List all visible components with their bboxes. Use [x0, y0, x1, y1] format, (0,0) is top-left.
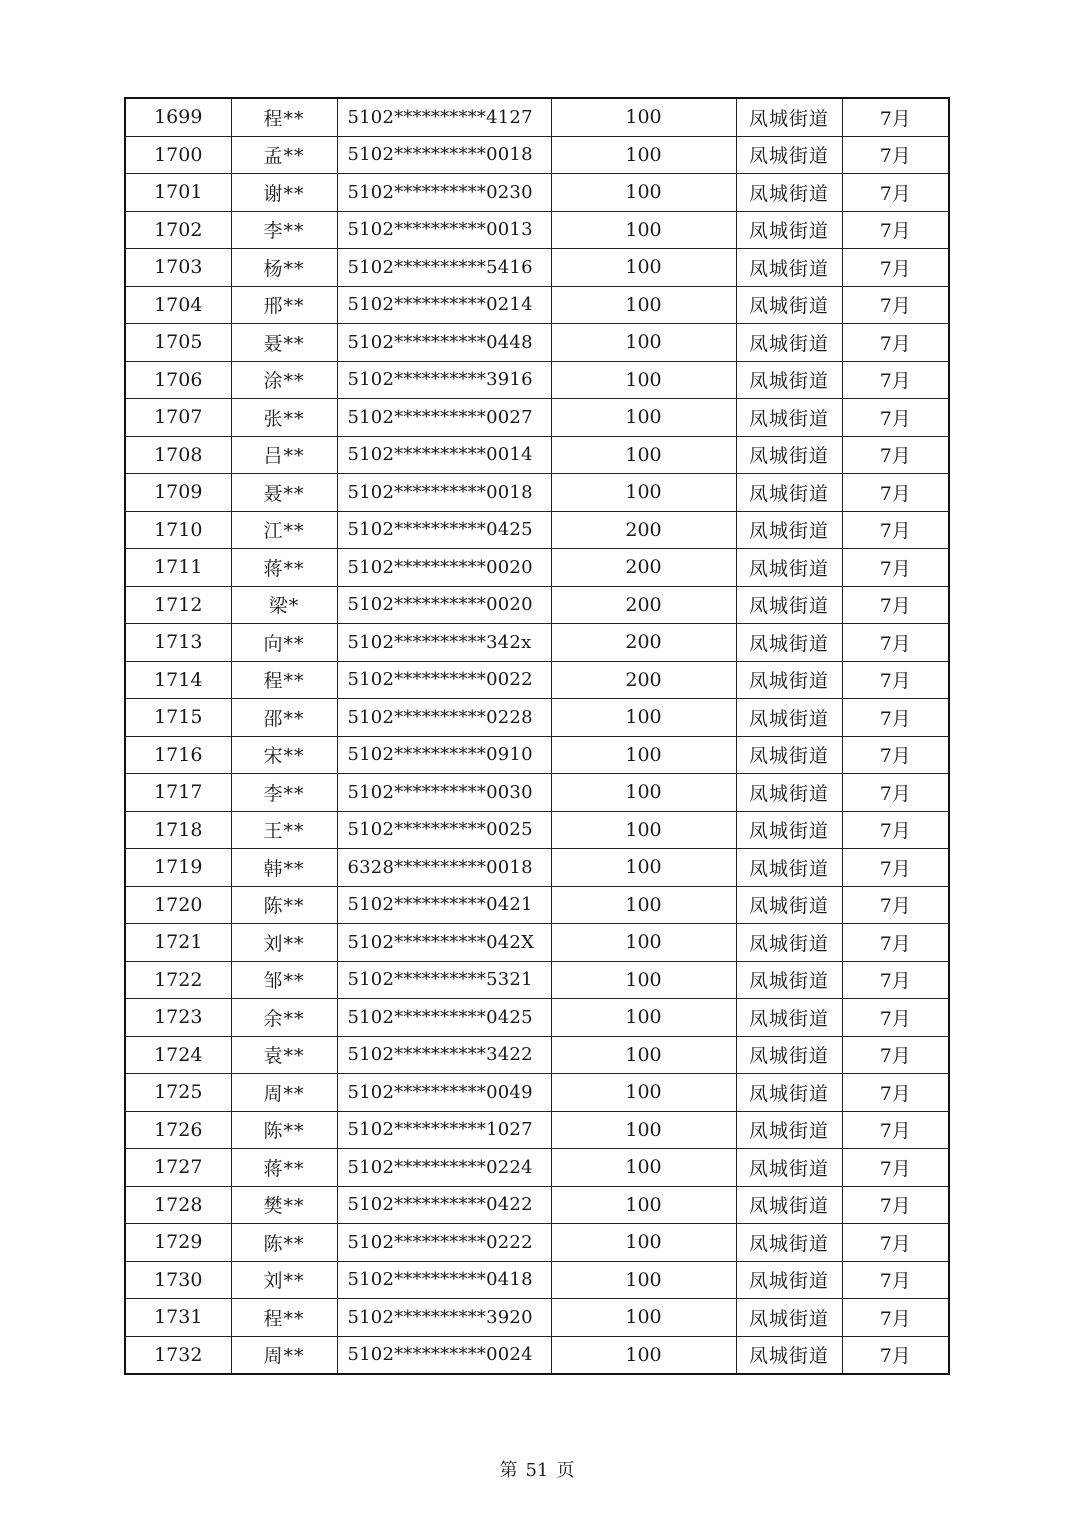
month-cell: 7月	[842, 98, 949, 136]
name-cell: 王**	[231, 811, 337, 849]
row-number-cell: 1723	[125, 999, 231, 1037]
id-number-cell: 5102**********0022	[337, 661, 551, 699]
table-row	[125, 1149, 949, 1187]
name-cell: 陈**	[231, 886, 337, 924]
id-number-cell: 5102**********3916	[337, 361, 551, 399]
amount-cell: 100	[551, 211, 736, 249]
row-number-cell: 1716	[125, 736, 231, 774]
row-number-cell: 1710	[125, 511, 231, 549]
name-cell: 袁**	[231, 1036, 337, 1074]
amount-cell: 200	[551, 624, 736, 662]
row-number-cell: 1718	[125, 811, 231, 849]
amount-cell: 100	[551, 1336, 736, 1374]
street-cell: 凤城街道	[736, 211, 842, 249]
row-number-cell: 1708	[125, 436, 231, 474]
street-cell: 凤城街道	[736, 1299, 842, 1337]
id-number-cell: 5102**********0421	[337, 886, 551, 924]
row-number-cell: 1713	[125, 624, 231, 662]
street-cell: 凤城街道	[736, 549, 842, 587]
id-number-cell: 5102**********042X	[337, 924, 551, 962]
street-cell: 凤城街道	[736, 1149, 842, 1187]
table-row	[125, 211, 949, 249]
page-footer	[0, 1456, 1074, 1482]
id-number-cell: 5102**********0014	[337, 436, 551, 474]
name-cell: 孟**	[231, 136, 337, 174]
street-cell: 凤城街道	[736, 249, 842, 287]
street-cell: 凤城街道	[736, 961, 842, 999]
street-cell: 凤城街道	[736, 736, 842, 774]
street-cell: 凤城街道	[736, 624, 842, 662]
row-number-cell: 1724	[125, 1036, 231, 1074]
table-row	[125, 624, 949, 662]
amount-cell: 100	[551, 849, 736, 887]
month-cell: 7月	[842, 774, 949, 812]
id-number-cell: 5102**********0448	[337, 324, 551, 362]
amount-cell: 100	[551, 98, 736, 136]
id-number-cell: 5102**********0422	[337, 1186, 551, 1224]
amount-cell: 100	[551, 1224, 736, 1262]
row-number-cell: 1726	[125, 1111, 231, 1149]
name-cell: 刘**	[231, 924, 337, 962]
amount-cell: 200	[551, 661, 736, 699]
table-row	[125, 474, 949, 512]
row-number-cell: 1732	[125, 1336, 231, 1374]
month-cell: 7月	[842, 361, 949, 399]
row-number-cell: 1719	[125, 849, 231, 887]
id-number-cell: 5102**********0018	[337, 136, 551, 174]
month-cell: 7月	[842, 849, 949, 887]
street-cell: 凤城街道	[736, 136, 842, 174]
table-row	[125, 136, 949, 174]
month-cell: 7月	[842, 586, 949, 624]
street-cell: 凤城街道	[736, 174, 842, 212]
row-number-cell: 1709	[125, 474, 231, 512]
name-cell: 邹**	[231, 961, 337, 999]
name-cell: 程**	[231, 661, 337, 699]
row-number-cell: 1721	[125, 924, 231, 962]
table-row	[125, 999, 949, 1037]
amount-cell: 100	[551, 399, 736, 437]
row-number-cell: 1717	[125, 774, 231, 812]
row-number-cell: 1728	[125, 1186, 231, 1224]
name-cell: 张**	[231, 399, 337, 437]
amount-cell: 100	[551, 924, 736, 962]
month-cell: 7月	[842, 961, 949, 999]
id-number-cell: 5102**********0049	[337, 1074, 551, 1112]
name-cell: 向**	[231, 624, 337, 662]
name-cell: 余**	[231, 999, 337, 1037]
id-number-cell: 5102**********0018	[337, 474, 551, 512]
month-cell: 7月	[842, 1111, 949, 1149]
amount-cell: 100	[551, 1299, 736, 1337]
amount-cell: 100	[551, 324, 736, 362]
table-row	[125, 1299, 949, 1337]
street-cell: 凤城街道	[736, 511, 842, 549]
row-number-cell: 1729	[125, 1224, 231, 1262]
month-cell: 7月	[842, 661, 949, 699]
table-row	[125, 436, 949, 474]
table-row	[125, 661, 949, 699]
month-cell: 7月	[842, 136, 949, 174]
name-cell: 樊**	[231, 1186, 337, 1224]
table-row	[125, 1074, 949, 1112]
id-number-cell: 5102**********3422	[337, 1036, 551, 1074]
table-body	[125, 98, 949, 1374]
id-number-cell: 5102**********0214	[337, 286, 551, 324]
month-cell: 7月	[842, 474, 949, 512]
name-cell: 程**	[231, 98, 337, 136]
month-cell: 7月	[842, 699, 949, 737]
street-cell: 凤城街道	[736, 1336, 842, 1374]
amount-cell: 100	[551, 699, 736, 737]
row-number-cell: 1720	[125, 886, 231, 924]
id-number-cell: 5102**********0024	[337, 1336, 551, 1374]
amount-cell: 100	[551, 1149, 736, 1187]
name-cell: 邢**	[231, 286, 337, 324]
row-number-cell: 1727	[125, 1149, 231, 1187]
month-cell: 7月	[842, 1186, 949, 1224]
row-number-cell: 1715	[125, 699, 231, 737]
month-cell: 7月	[842, 736, 949, 774]
name-cell: 李**	[231, 211, 337, 249]
name-cell: 程**	[231, 1299, 337, 1337]
month-cell: 7月	[842, 249, 949, 287]
row-number-cell: 1707	[125, 399, 231, 437]
name-cell: 周**	[231, 1074, 337, 1112]
table-row	[125, 399, 949, 437]
table-row	[125, 736, 949, 774]
name-cell: 李**	[231, 774, 337, 812]
id-number-cell: 5102**********0027	[337, 399, 551, 437]
id-number-cell: 6328**********0018	[337, 849, 551, 887]
street-cell: 凤城街道	[736, 361, 842, 399]
row-number-cell: 1706	[125, 361, 231, 399]
id-number-cell: 5102**********0020	[337, 549, 551, 587]
id-number-cell: 5102**********0025	[337, 811, 551, 849]
table-row	[125, 811, 949, 849]
table-row	[125, 1111, 949, 1149]
street-cell: 凤城街道	[736, 474, 842, 512]
amount-cell: 100	[551, 999, 736, 1037]
street-cell: 凤城街道	[736, 999, 842, 1037]
id-number-cell: 5102**********0013	[337, 211, 551, 249]
table-row	[125, 586, 949, 624]
amount-cell: 100	[551, 249, 736, 287]
name-cell: 涂**	[231, 361, 337, 399]
row-number-cell: 1701	[125, 174, 231, 212]
table-row	[125, 511, 949, 549]
name-cell: 蒋**	[231, 1149, 337, 1187]
table-row	[125, 324, 949, 362]
table-row	[125, 361, 949, 399]
table-row	[125, 1261, 949, 1299]
table-row	[125, 174, 949, 212]
table-row	[125, 98, 949, 136]
street-cell: 凤城街道	[736, 1111, 842, 1149]
table-row	[125, 1336, 949, 1374]
id-number-cell: 5102**********0020	[337, 586, 551, 624]
amount-cell: 100	[551, 1036, 736, 1074]
table-row	[125, 1036, 949, 1074]
street-cell: 凤城街道	[736, 98, 842, 136]
id-number-cell: 5102**********0030	[337, 774, 551, 812]
amount-cell: 100	[551, 174, 736, 212]
table-row	[125, 849, 949, 887]
month-cell: 7月	[842, 549, 949, 587]
page-number: 51	[525, 1460, 549, 1481]
amount-cell: 100	[551, 811, 736, 849]
name-cell: 蒋**	[231, 549, 337, 587]
street-cell: 凤城街道	[736, 886, 842, 924]
month-cell: 7月	[842, 624, 949, 662]
id-number-cell: 5102**********3920	[337, 1299, 551, 1337]
street-cell: 凤城街道	[736, 1224, 842, 1262]
id-number-cell: 5102**********0418	[337, 1261, 551, 1299]
amount-cell: 100	[551, 1186, 736, 1224]
amount-cell: 100	[551, 1261, 736, 1299]
month-cell: 7月	[842, 324, 949, 362]
row-number-cell: 1700	[125, 136, 231, 174]
amount-cell: 200	[551, 511, 736, 549]
month-cell: 7月	[842, 211, 949, 249]
row-number-cell: 1731	[125, 1299, 231, 1337]
table-row	[125, 886, 949, 924]
amount-cell: 100	[551, 736, 736, 774]
id-number-cell: 5102**********0230	[337, 174, 551, 212]
street-cell: 凤城街道	[736, 699, 842, 737]
month-cell: 7月	[842, 1036, 949, 1074]
row-number-cell: 1699	[125, 98, 231, 136]
id-number-cell: 5102**********0222	[337, 1224, 551, 1262]
street-cell: 凤城街道	[736, 1036, 842, 1074]
id-number-cell: 5102**********0425	[337, 511, 551, 549]
id-number-cell: 5102**********0425	[337, 999, 551, 1037]
table-row	[125, 774, 949, 812]
document-page	[124, 97, 948, 1375]
month-cell: 7月	[842, 1074, 949, 1112]
street-cell: 凤城街道	[736, 586, 842, 624]
month-cell: 7月	[842, 924, 949, 962]
table-row	[125, 699, 949, 737]
amount-cell: 100	[551, 136, 736, 174]
month-cell: 7月	[842, 436, 949, 474]
id-number-cell: 5102**********0224	[337, 1149, 551, 1187]
street-cell: 凤城街道	[736, 399, 842, 437]
id-number-cell: 5102**********5321	[337, 961, 551, 999]
amount-cell: 100	[551, 436, 736, 474]
name-cell: 吕**	[231, 436, 337, 474]
id-number-cell: 5102**********4127	[337, 98, 551, 136]
month-cell: 7月	[842, 1299, 949, 1337]
row-number-cell: 1705	[125, 324, 231, 362]
amount-cell: 100	[551, 886, 736, 924]
name-cell: 陈**	[231, 1224, 337, 1262]
name-cell: 聂**	[231, 324, 337, 362]
row-number-cell: 1712	[125, 586, 231, 624]
name-cell: 刘**	[231, 1261, 337, 1299]
row-number-cell: 1711	[125, 549, 231, 587]
street-cell: 凤城街道	[736, 286, 842, 324]
row-number-cell: 1703	[125, 249, 231, 287]
street-cell: 凤城街道	[736, 1074, 842, 1112]
street-cell: 凤城街道	[736, 1186, 842, 1224]
name-cell: 杨**	[231, 249, 337, 287]
amount-cell: 100	[551, 1111, 736, 1149]
month-cell: 7月	[842, 399, 949, 437]
id-number-cell: 5102**********342x	[337, 624, 551, 662]
name-cell: 宋**	[231, 736, 337, 774]
row-number-cell: 1702	[125, 211, 231, 249]
month-cell: 7月	[842, 811, 949, 849]
month-cell: 7月	[842, 1336, 949, 1374]
table-row	[125, 1186, 949, 1224]
id-number-cell: 5102**********1027	[337, 1111, 551, 1149]
month-cell: 7月	[842, 286, 949, 324]
page-suffix: 页	[556, 1460, 575, 1481]
amount-cell: 100	[551, 1074, 736, 1112]
id-number-cell: 5102**********0228	[337, 699, 551, 737]
month-cell: 7月	[842, 1149, 949, 1187]
street-cell: 凤城街道	[736, 849, 842, 887]
month-cell: 7月	[842, 1224, 949, 1262]
street-cell: 凤城街道	[736, 924, 842, 962]
row-number-cell: 1722	[125, 961, 231, 999]
row-number-cell: 1714	[125, 661, 231, 699]
month-cell: 7月	[842, 1261, 949, 1299]
street-cell: 凤城街道	[736, 1261, 842, 1299]
amount-cell: 100	[551, 774, 736, 812]
amount-cell: 100	[551, 474, 736, 512]
table-row	[125, 924, 949, 962]
row-number-cell: 1704	[125, 286, 231, 324]
amount-cell: 200	[551, 549, 736, 587]
name-cell: 周**	[231, 1336, 337, 1374]
month-cell: 7月	[842, 886, 949, 924]
street-cell: 凤城街道	[736, 811, 842, 849]
street-cell: 凤城街道	[736, 324, 842, 362]
name-cell: 谢**	[231, 174, 337, 212]
month-cell: 7月	[842, 999, 949, 1037]
amount-cell: 100	[551, 286, 736, 324]
month-cell: 7月	[842, 511, 949, 549]
name-cell: 韩**	[231, 849, 337, 887]
name-cell: 聂**	[231, 474, 337, 512]
row-number-cell: 1725	[125, 1074, 231, 1112]
table-row	[125, 961, 949, 999]
name-cell: 邵**	[231, 699, 337, 737]
subsidy-roster-table	[124, 97, 950, 1375]
id-number-cell: 5102**********0910	[337, 736, 551, 774]
name-cell: 江**	[231, 511, 337, 549]
name-cell: 梁*	[231, 586, 337, 624]
table-row	[125, 549, 949, 587]
month-cell: 7月	[842, 174, 949, 212]
street-cell: 凤城街道	[736, 436, 842, 474]
street-cell: 凤城街道	[736, 661, 842, 699]
amount-cell: 100	[551, 961, 736, 999]
id-number-cell: 5102**********5416	[337, 249, 551, 287]
page-prefix: 第	[499, 1460, 518, 1481]
table-row	[125, 1224, 949, 1262]
table-row	[125, 249, 949, 287]
table-row	[125, 286, 949, 324]
amount-cell: 100	[551, 361, 736, 399]
row-number-cell: 1730	[125, 1261, 231, 1299]
name-cell: 陈**	[231, 1111, 337, 1149]
amount-cell: 200	[551, 586, 736, 624]
street-cell: 凤城街道	[736, 774, 842, 812]
